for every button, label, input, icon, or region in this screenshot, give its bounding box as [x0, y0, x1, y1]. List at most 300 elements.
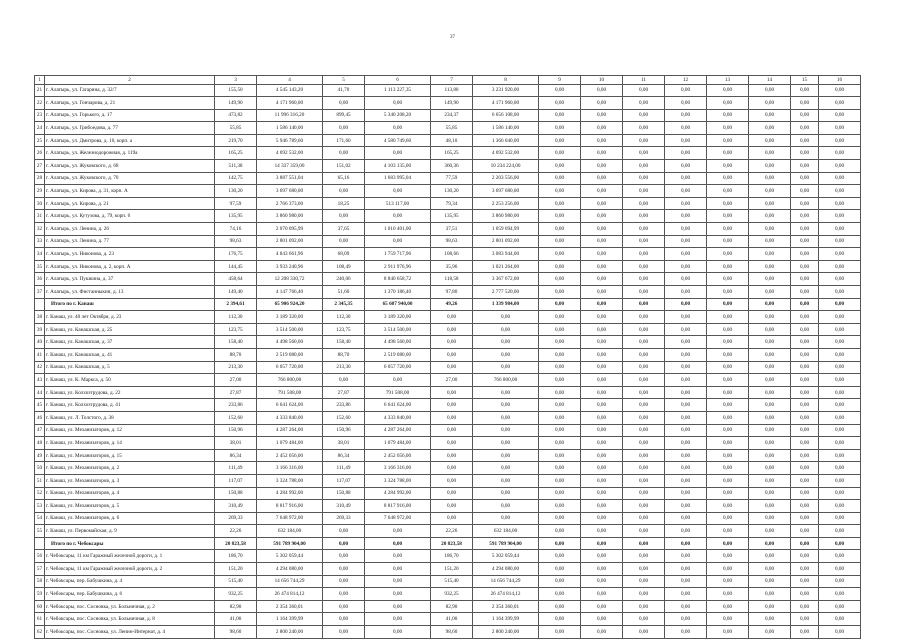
value-cell: 0,00	[623, 386, 665, 399]
value-cell: 0,00	[623, 575, 665, 588]
value-cell: 0,00	[323, 210, 365, 223]
row-number-cell: 27	[35, 160, 45, 173]
value-cell: 0,00	[581, 525, 623, 538]
row-number-cell: 46	[35, 411, 45, 424]
value-cell: 2 800 240,00	[257, 626, 323, 639]
value-cell: 0,00	[819, 223, 861, 236]
value-cell: 0,00	[707, 197, 749, 210]
value-cell: 151,20	[431, 563, 473, 576]
value-cell: 0,00	[431, 462, 473, 475]
value-cell: 0,00	[791, 147, 819, 160]
value-cell: 0,00	[665, 97, 707, 110]
value-cell: 6 641 624,00	[257, 399, 323, 412]
value-cell: 11 996 316,20	[257, 109, 323, 122]
value-cell: 151,20	[215, 563, 257, 576]
value-cell: 0,00	[819, 613, 861, 626]
value-cell: 4 294 080,00	[257, 563, 323, 576]
address-cell: г. Канаш, ул. Механизаторов, д. 15	[45, 449, 215, 462]
table-row	[35, 487, 861, 500]
value-cell: 0,00	[365, 374, 431, 387]
row-number-cell: 24	[35, 122, 45, 135]
value-cell: 0,00	[749, 223, 791, 236]
value-cell: 2 452 056,00	[365, 449, 431, 462]
value-cell: 0,00	[707, 160, 749, 173]
value-cell: 150,96	[323, 424, 365, 437]
table-row	[35, 449, 861, 462]
value-cell: 0,00	[819, 525, 861, 538]
row-number-cell: 56	[35, 550, 45, 563]
value-cell: 0,00	[623, 361, 665, 374]
value-cell: 118,58	[431, 273, 473, 286]
value-cell: 0,00	[623, 374, 665, 387]
value-cell: 0,00	[791, 537, 819, 550]
value-cell: 0,00	[431, 399, 473, 412]
value-cell: 0,00	[791, 134, 819, 147]
value-cell: 0,00	[539, 361, 581, 374]
value-cell: 1 079 484,00	[257, 437, 323, 450]
value-cell: 48,10	[431, 134, 473, 147]
value-cell: 3 860 980,00	[473, 210, 539, 223]
table-row	[35, 260, 861, 273]
value-cell: 0,00	[539, 97, 581, 110]
value-cell: 0,00	[623, 84, 665, 97]
value-cell: 0,00	[539, 386, 581, 399]
value-cell: 0,00	[539, 474, 581, 487]
value-cell: 0,00	[665, 210, 707, 223]
address-cell: г. Канаш, ул. Механизаторов, д. 14	[45, 437, 215, 450]
value-cell: 4 284 992,00	[257, 487, 323, 500]
table-row	[35, 160, 861, 173]
value-cell: 310,49	[215, 500, 257, 513]
address-cell: г. Канаш, ул. Первомайская, д. 9	[45, 525, 215, 538]
value-cell: 0,00	[819, 97, 861, 110]
value-cell: 0,00	[791, 160, 819, 173]
value-cell: 79,34	[431, 197, 473, 210]
column-number-row	[35, 76, 861, 85]
value-cell: 41,70	[323, 84, 365, 97]
value-cell: 0,00	[665, 537, 707, 550]
value-cell: 0,00	[749, 84, 791, 97]
value-cell: 0,00	[707, 286, 749, 299]
value-cell: 0,00	[431, 386, 473, 399]
value-cell: 0,00	[819, 248, 861, 261]
value-cell: 27,00	[215, 374, 257, 387]
value-cell: 22,26	[431, 525, 473, 538]
value-cell: 932,25	[215, 588, 257, 601]
value-cell: 0,00	[819, 487, 861, 500]
value-cell: 0,00	[791, 210, 819, 223]
value-cell: 4 171 960,00	[257, 97, 323, 110]
value-cell: 0,00	[707, 374, 749, 387]
value-cell: 7 648 972,00	[257, 512, 323, 525]
value-cell: 0,00	[539, 286, 581, 299]
value-cell: 0,00	[581, 97, 623, 110]
value-cell: 0,00	[431, 500, 473, 513]
value-cell: 0,00	[581, 197, 623, 210]
address-cell: г. Чебоксары, пос. Сосновка, ул. Больничная, д. 2	[45, 600, 215, 613]
address-cell: г. Алатырь, ул. Ленина, д. 77	[45, 235, 215, 248]
row-number-cell: 47	[35, 424, 45, 437]
value-cell: 158,40	[215, 336, 257, 349]
value-cell: 0,00	[791, 424, 819, 437]
value-cell: 152,60	[215, 411, 257, 424]
value-cell: 0,00	[749, 109, 791, 122]
value-cell: 0,00	[665, 474, 707, 487]
value-cell: 0,00	[749, 411, 791, 424]
value-cell: 0,00	[819, 197, 861, 210]
value-cell: 0,00	[623, 449, 665, 462]
value-cell: 0,00	[473, 311, 539, 324]
value-cell: 0,00	[623, 348, 665, 361]
value-cell: 0,00	[819, 600, 861, 613]
value-cell: 0,00	[623, 336, 665, 349]
value-cell: 0,00	[749, 588, 791, 601]
value-cell: 0,00	[819, 512, 861, 525]
value-cell: 0,00	[749, 537, 791, 550]
value-cell: 4 692 532,00	[473, 147, 539, 160]
value-cell: 240,06	[323, 273, 365, 286]
value-cell: 0,00	[791, 298, 819, 311]
value-cell: 0,00	[581, 298, 623, 311]
value-cell: 82,90	[215, 600, 257, 613]
value-cell: 0,00	[539, 563, 581, 576]
value-cell: 0,00	[707, 223, 749, 236]
housing-register-table	[34, 75, 861, 639]
address-cell: г. Канаш, ул. Канашская, д. 37	[45, 336, 215, 349]
value-cell: 108,49	[323, 260, 365, 273]
value-cell: 2 801 092,00	[257, 235, 323, 248]
value-cell: 0,00	[581, 575, 623, 588]
value-cell: 0,00	[581, 563, 623, 576]
value-cell: 0,00	[623, 600, 665, 613]
address-cell: г. Канаш, ул. Механизаторов, д. 3	[45, 474, 215, 487]
value-cell: 4 287 264,00	[365, 424, 431, 437]
value-cell: 2 800 240,00	[473, 626, 539, 639]
value-cell: 0,00	[623, 311, 665, 324]
value-cell: 0,00	[749, 210, 791, 223]
value-cell: 0,00	[749, 235, 791, 248]
value-cell: 0,00	[581, 399, 623, 412]
value-cell: 12 208 330,72	[257, 273, 323, 286]
address-cell: г. Алатырь, ул. Кирова, д. 31, корп. А	[45, 185, 215, 198]
value-cell: 0,00	[665, 273, 707, 286]
column-number-cell: 2	[45, 76, 215, 85]
value-cell: 0,00	[623, 424, 665, 437]
value-cell: 0,00	[749, 323, 791, 336]
value-cell: 766 800,00	[257, 374, 323, 387]
table-row	[35, 109, 861, 122]
value-cell: 0,00	[539, 172, 581, 185]
value-cell: 0,00	[365, 210, 431, 223]
value-cell: 0,00	[791, 185, 819, 198]
value-cell: 0,00	[665, 248, 707, 261]
value-cell: 0,00	[749, 122, 791, 135]
value-cell: 0,00	[539, 600, 581, 613]
value-cell: 0,00	[665, 575, 707, 588]
value-cell: 0,00	[791, 600, 819, 613]
value-cell: 0,00	[707, 474, 749, 487]
row-number-cell: 42	[35, 361, 45, 374]
value-cell: 26 474 814,12	[473, 588, 539, 601]
value-cell: 0,00	[665, 613, 707, 626]
row-number-cell: 23	[35, 109, 45, 122]
value-cell: 111,49	[323, 462, 365, 475]
value-cell: 0,00	[707, 134, 749, 147]
value-cell: 0,00	[623, 286, 665, 299]
value-cell: 932,25	[431, 588, 473, 601]
address-cell: г. Алатырь, ул. Жуковского, д. 70	[45, 172, 215, 185]
value-cell: 0,00	[623, 273, 665, 286]
value-cell: 3 083 944,00	[473, 248, 539, 261]
table-row	[35, 348, 861, 361]
table-row	[35, 97, 861, 110]
row-number-cell: 35	[35, 260, 45, 273]
value-cell: 0,00	[819, 210, 861, 223]
value-cell: 0,00	[539, 449, 581, 462]
value-cell: 0,00	[623, 500, 665, 513]
row-number-cell: 45	[35, 399, 45, 412]
value-cell: 0,00	[665, 500, 707, 513]
value-cell: 0,00	[749, 474, 791, 487]
value-cell: 0,00	[819, 286, 861, 299]
row-number-cell: 29	[35, 185, 45, 198]
value-cell: 0,00	[581, 223, 623, 236]
value-cell: 0,00	[623, 197, 665, 210]
value-cell: 0,00	[665, 223, 707, 236]
value-cell: 3 514 500,00	[257, 323, 323, 336]
value-cell: 0,00	[539, 374, 581, 387]
value-cell: 0,00	[749, 575, 791, 588]
value-cell: 269,33	[323, 512, 365, 525]
value-cell: 0,00	[819, 537, 861, 550]
value-cell: 0,00	[665, 235, 707, 248]
value-cell: 2 519 080,00	[257, 348, 323, 361]
value-cell: 0,00	[707, 575, 749, 588]
value-cell: 0,00	[539, 223, 581, 236]
row-number-cell	[35, 298, 45, 311]
row-number-cell: 31	[35, 210, 45, 223]
value-cell: 0,00	[623, 512, 665, 525]
value-cell: 0,00	[819, 361, 861, 374]
value-cell: 0,00	[819, 260, 861, 273]
value-cell: 0,00	[749, 374, 791, 387]
value-cell: 186,70	[215, 550, 257, 563]
value-cell: 0,00	[539, 411, 581, 424]
value-cell: 186,70	[431, 550, 473, 563]
table-row	[35, 197, 861, 210]
value-cell: 8 817 916,00	[257, 500, 323, 513]
value-cell: 0,00	[581, 437, 623, 450]
value-cell: 0,00	[623, 172, 665, 185]
value-cell: 7 648 972,00	[365, 512, 431, 525]
row-number-cell: 50	[35, 462, 45, 475]
value-cell: 0,00	[791, 84, 819, 97]
value-cell: 0,00	[581, 273, 623, 286]
value-cell: 0,00	[819, 122, 861, 135]
table-row	[35, 500, 861, 513]
value-cell: 27,87	[323, 386, 365, 399]
row-number-cell: 28	[35, 172, 45, 185]
table-row	[35, 550, 861, 563]
value-cell: 0,00	[581, 235, 623, 248]
value-cell: 0,00	[791, 487, 819, 500]
value-cell: 0,00	[791, 525, 819, 538]
value-cell: 0,00	[819, 172, 861, 185]
subtotal-row	[35, 537, 861, 550]
value-cell: 0,00	[431, 311, 473, 324]
value-cell: 0,00	[539, 424, 581, 437]
value-cell: 233,86	[215, 399, 257, 412]
value-cell: 4 843 661,96	[257, 248, 323, 261]
table-row	[35, 474, 861, 487]
value-cell: 0,00	[749, 134, 791, 147]
value-cell: 2 070 095,99	[257, 223, 323, 236]
row-number-cell: 61	[35, 613, 45, 626]
value-cell: 0,00	[707, 248, 749, 261]
value-cell: 41,00	[215, 613, 257, 626]
value-cell: 0,00	[665, 563, 707, 576]
value-cell: 113,80	[431, 84, 473, 97]
value-cell: 2 394,61	[215, 298, 257, 311]
value-cell: 0,00	[707, 437, 749, 450]
table-row	[35, 273, 861, 286]
value-cell: 0,00	[819, 235, 861, 248]
value-cell: 1 164 399,99	[473, 613, 539, 626]
value-cell: 142,75	[215, 172, 257, 185]
value-cell: 0,00	[749, 197, 791, 210]
value-cell: 632 184,00	[473, 525, 539, 538]
value-cell: 0,00	[791, 474, 819, 487]
value-cell: 0,00	[665, 374, 707, 387]
column-number-cell: 4	[257, 76, 323, 85]
value-cell: 0,00	[581, 449, 623, 462]
value-cell: 0,00	[791, 361, 819, 374]
value-cell: 213,30	[323, 361, 365, 374]
value-cell: 0,00	[819, 399, 861, 412]
value-cell: 0,00	[791, 311, 819, 324]
address-cell: г. Канаш, ул. Колхозтрудова, д. 22	[45, 386, 215, 399]
value-cell: 0,00	[431, 474, 473, 487]
address-cell: г. Алатырь, ул. Дмитрова, д. 10, корп. а	[45, 134, 215, 147]
value-cell: 0,00	[365, 626, 431, 639]
value-cell: 0,00	[707, 613, 749, 626]
value-cell: 0,00	[623, 134, 665, 147]
value-cell: 0,00	[819, 298, 861, 311]
table-row	[35, 210, 861, 223]
value-cell: 0,00	[623, 147, 665, 160]
value-cell: 766 800,00	[473, 374, 539, 387]
value-cell: 0,00	[581, 537, 623, 550]
address-cell: г. Чебоксары, пер. Бабушкина, д. 4	[45, 575, 215, 588]
value-cell: 0,00	[539, 613, 581, 626]
value-cell: 0,00	[707, 348, 749, 361]
value-cell: 0,00	[707, 386, 749, 399]
address-cell: г. Алатырь, ул. Кирова, д. 21	[45, 197, 215, 210]
value-cell: 0,00	[749, 248, 791, 261]
value-cell: 0,00	[819, 550, 861, 563]
value-cell: 0,00	[707, 273, 749, 286]
table-row	[35, 311, 861, 324]
value-cell: 0,00	[623, 487, 665, 500]
value-cell: 0,00	[819, 500, 861, 513]
value-cell: 149,90	[431, 97, 473, 110]
value-cell: 513 117,00	[365, 197, 431, 210]
table-row	[35, 84, 861, 97]
value-cell: 0,00	[665, 109, 707, 122]
value-cell: 0,00	[707, 462, 749, 475]
value-cell: 213,30	[215, 361, 257, 374]
address-cell: г. Канаш, ул. Механизаторов, д. 6	[45, 512, 215, 525]
value-cell: 65,16	[323, 172, 365, 185]
value-cell: 0,00	[791, 613, 819, 626]
value-cell: 0,00	[323, 588, 365, 601]
value-cell: 171,60	[323, 134, 365, 147]
value-cell: 0,00	[749, 525, 791, 538]
value-cell: 0,00	[581, 626, 623, 639]
value-cell: 0,00	[749, 613, 791, 626]
table-row	[35, 525, 861, 538]
value-cell: 0,00	[581, 411, 623, 424]
value-cell: 0,00	[581, 550, 623, 563]
column-number-cell: 14	[749, 76, 791, 85]
value-cell: 1 059 694,99	[473, 223, 539, 236]
value-cell: 1 370 186,40	[365, 286, 431, 299]
value-cell: 0,00	[791, 411, 819, 424]
value-cell: 149,40	[215, 286, 257, 299]
value-cell: 14 337 359,00	[257, 160, 323, 173]
value-cell: 0,00	[707, 109, 749, 122]
value-cell: 108,66	[431, 248, 473, 261]
value-cell: 150,88	[323, 487, 365, 500]
value-cell: 98,60	[215, 626, 257, 639]
address-cell: г. Канаш, ул. Механизаторов, д. 4	[45, 487, 215, 500]
value-cell: 14 656 744,29	[473, 575, 539, 588]
value-cell: 0,00	[365, 185, 431, 198]
value-cell: 3 324 788,00	[365, 474, 431, 487]
value-cell: 55,85	[431, 122, 473, 135]
address-cell: г. Канаш, ул. Механизаторов, д. 5	[45, 500, 215, 513]
value-cell: 0,00	[365, 575, 431, 588]
value-cell: 0,00	[707, 449, 749, 462]
value-cell: 0,00	[539, 399, 581, 412]
value-cell: 0,00	[623, 260, 665, 273]
value-cell: 0,00	[791, 550, 819, 563]
value-cell: 0,00	[665, 600, 707, 613]
value-cell: 0,00	[819, 563, 861, 576]
value-cell: 0,00	[665, 437, 707, 450]
value-cell: 0,00	[539, 626, 581, 639]
value-cell: 4 580 749,60	[365, 134, 431, 147]
value-cell: 0,00	[819, 411, 861, 424]
value-cell: 4 287 264,00	[257, 424, 323, 437]
value-cell: 0,00	[323, 374, 365, 387]
value-cell: 0,00	[539, 500, 581, 513]
value-cell: 0,00	[819, 626, 861, 639]
value-cell: 0,00	[707, 512, 749, 525]
value-cell: 1 759 717,96	[365, 248, 431, 261]
value-cell: 0,00	[707, 399, 749, 412]
value-cell: 2 354 360,01	[473, 600, 539, 613]
value-cell: 97,80	[431, 286, 473, 299]
value-cell: 0,00	[819, 348, 861, 361]
value-cell: 0,00	[749, 336, 791, 349]
value-cell: 0,00	[749, 500, 791, 513]
value-cell: 0,00	[581, 348, 623, 361]
value-cell: 152,60	[323, 411, 365, 424]
subtotal-label-cell: Итого по г. Чебоксары	[45, 537, 215, 550]
value-cell: 130,20	[431, 185, 473, 198]
value-cell: 20 823,58	[215, 537, 257, 550]
